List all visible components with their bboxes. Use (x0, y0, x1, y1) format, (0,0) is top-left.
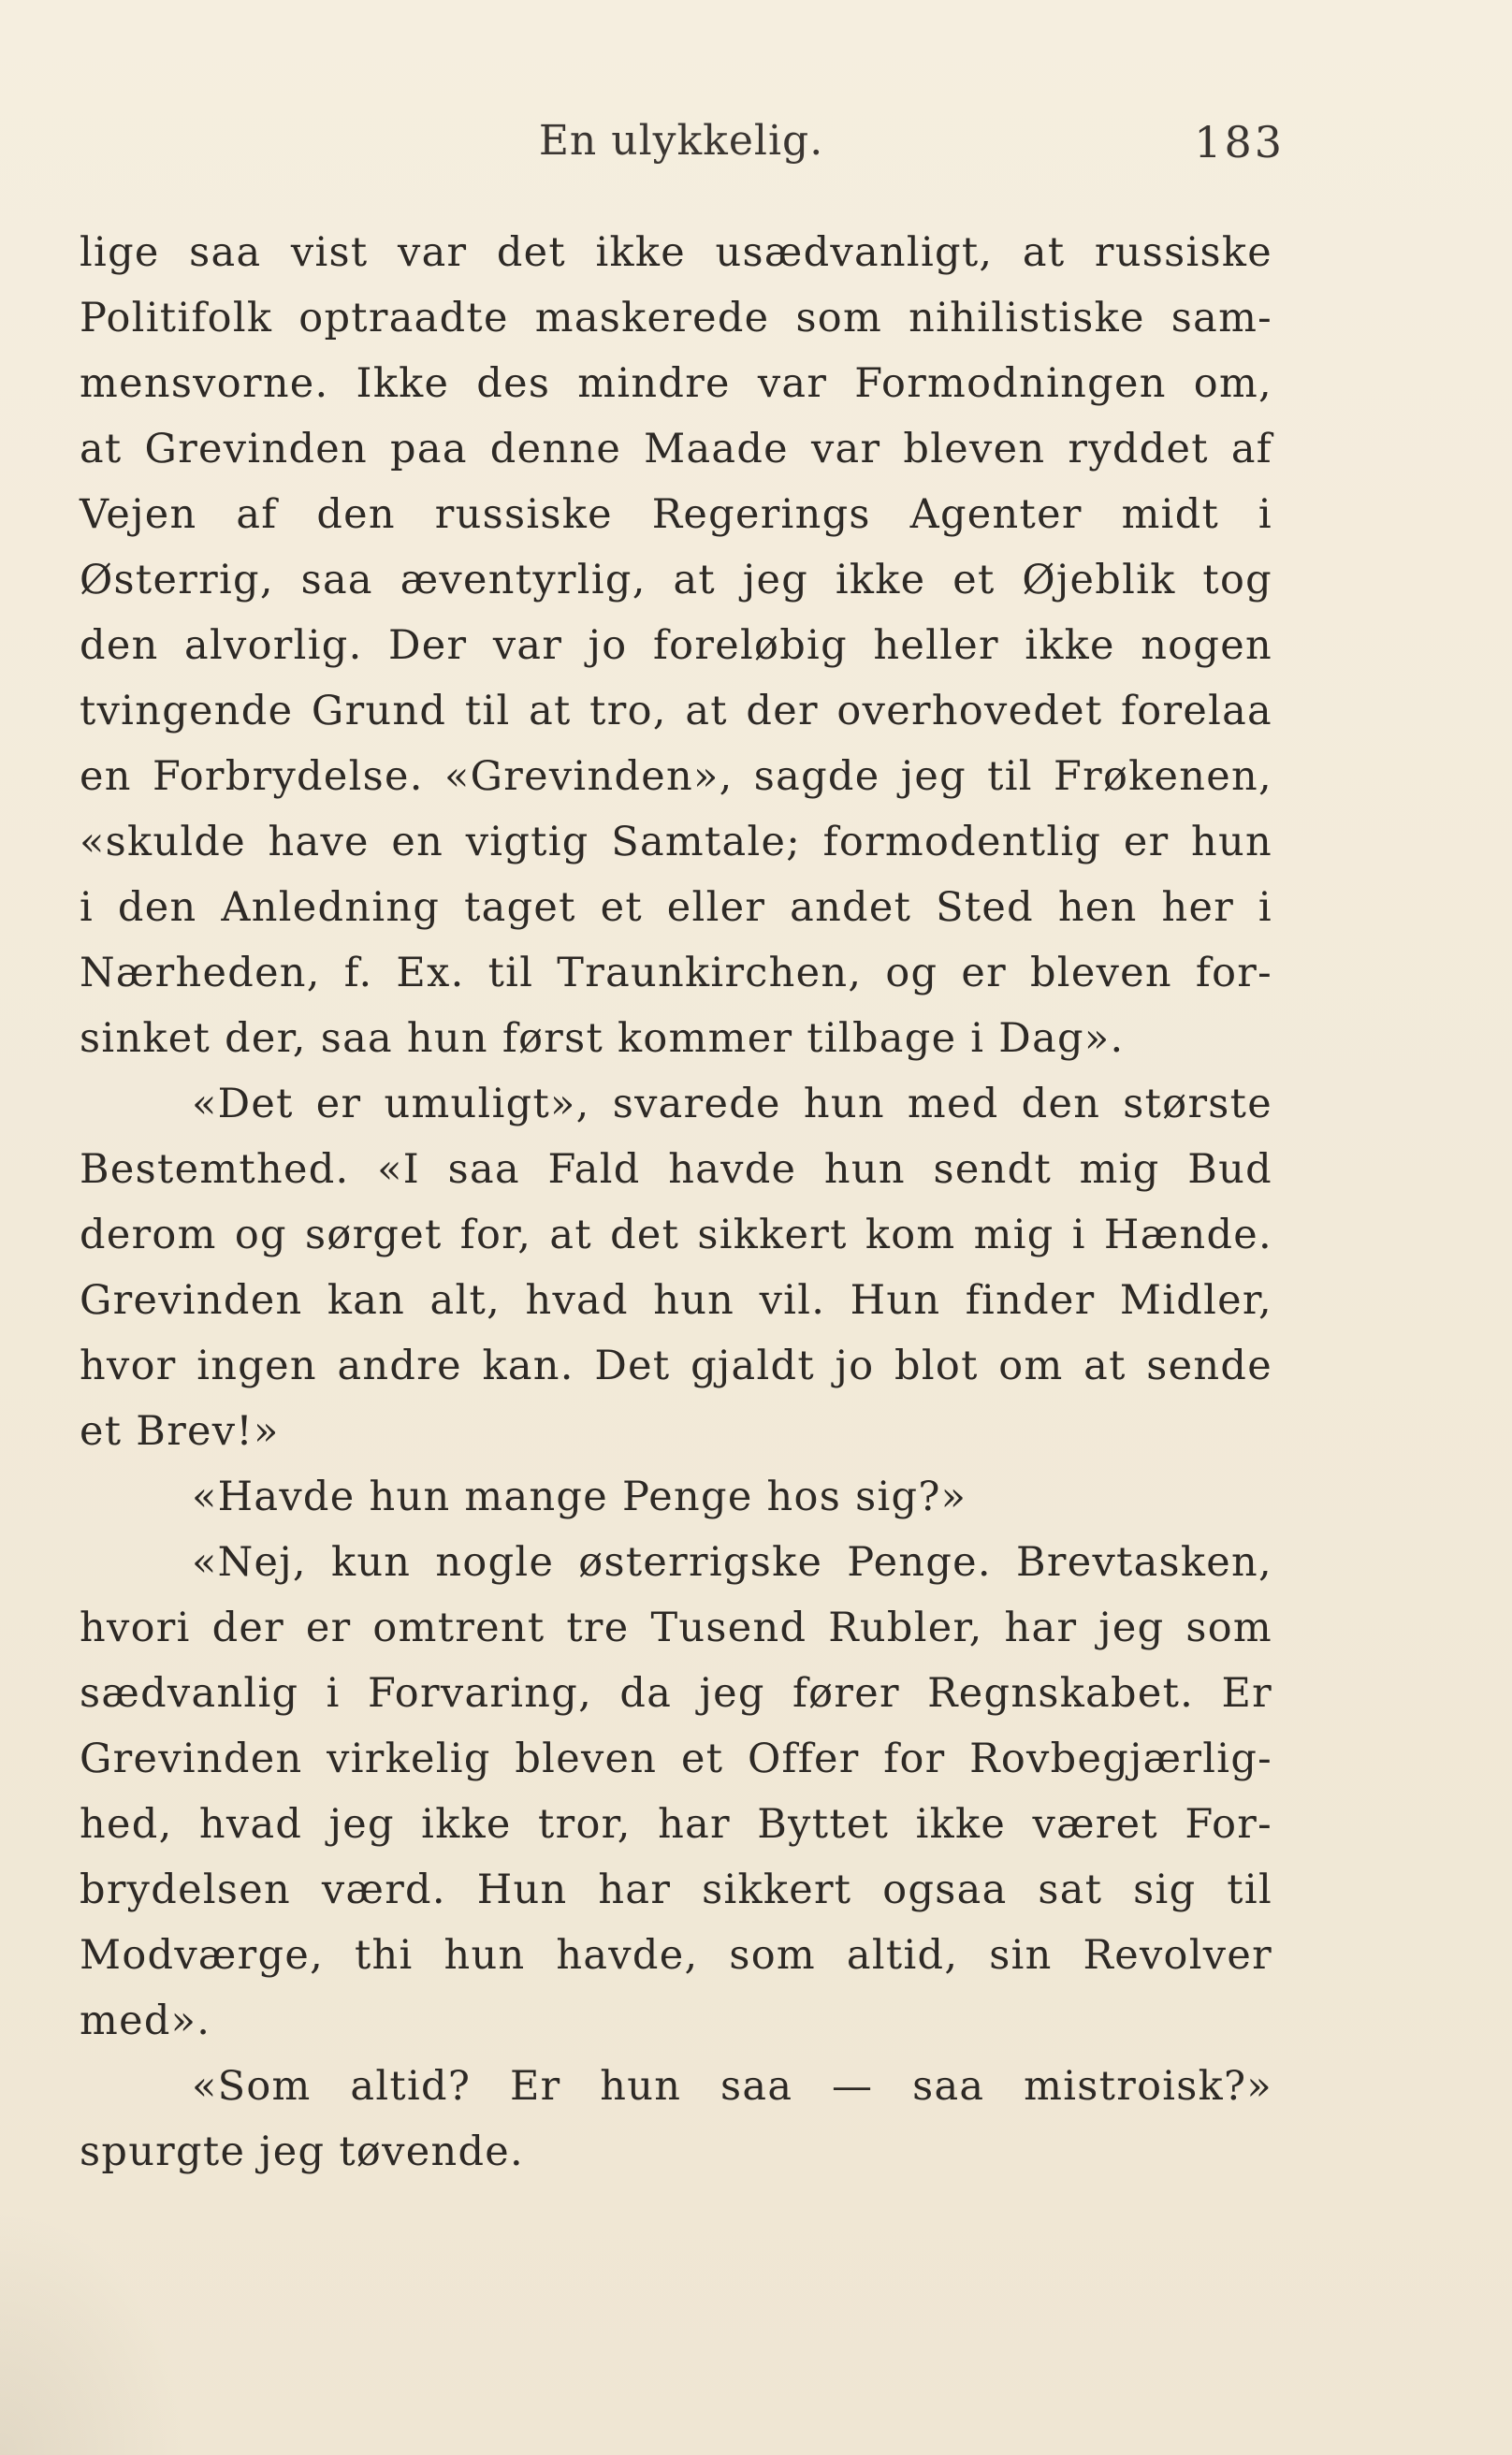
text-line: Nærheden, f. Ex. til Traunkirchen, og er bleven for- (80, 950, 1272, 996)
text-line: at Grevinden paa denne Maade var bleven ryddet af (80, 426, 1272, 472)
text-line: i den Anledning taget et eller andet Sted hen her i (80, 884, 1272, 931)
text-line: mensvorne. Ikke des mindre var Formodningen om, (80, 360, 1272, 407)
text-line: sinket der, saa hun først kommer tilbage i Dag». (80, 1015, 1125, 1062)
text-line: lige saa vist var det ikke usædvanligt, at russiske (80, 229, 1272, 276)
body-text (80, 220, 1272, 2185)
text-line: hed, hvad jeg ikke tror, har Byttet ikke været For- (80, 1801, 1272, 1848)
text-line: sædvanlig i Forvaring, da jeg fører Regnskabet. Er (80, 1670, 1272, 1717)
text-line: den alvorlig. Der var jo foreløbig heller ikke nogen (80, 622, 1272, 669)
text-line: tvingende Grund til at tro, at der overhovedet forelaa (80, 688, 1272, 734)
text-line: Modværge, thi hun havde, som altid, sin Revolver (80, 1932, 1272, 1979)
text-line: med». (80, 1997, 211, 2044)
page-header (78, 117, 1285, 173)
text-line: «skulde have en vigtig Samtale; formodentlig er hun (80, 819, 1272, 865)
text-line: Grevinden virkelig bleven et Offer for Rovbegjærlig- (80, 1736, 1272, 1782)
text-line: Bestemthed. «I saa Fald havde hun sendt mig Bud (80, 1146, 1272, 1193)
text-line: spurgte jeg tøvende. (80, 2128, 524, 2175)
text-line: Østerrig, saa æventyrlig, at jeg ikke et Øjeblik tog (80, 557, 1272, 603)
paper-stain (0, 2212, 187, 2455)
text-line: «Det er umuligt», svarede hun med den største (192, 1081, 1272, 1127)
page-number: 183 (1194, 117, 1285, 167)
text-line: Vejen af den russiske Regerings Agenter midt i (80, 491, 1272, 538)
text-line: «Havde hun mange Penge hos sig?» (192, 1474, 967, 1520)
text-line: brydelsen værd. Hun har sikkert ogsaa sat sig til (80, 1867, 1272, 1913)
text-line: Politifolk optraadte maskerede som nihilistiske sam- (80, 295, 1272, 341)
text-line: hvori der er omtrent tre Tusend Rubler, har jeg som (80, 1605, 1272, 1651)
text-line: hvor ingen andre kan. Det gjaldt jo blot om at sende (80, 1343, 1272, 1389)
text-line: derom og sørget for, at det sikkert kom mig i Hænde. (80, 1212, 1272, 1258)
text-line: «Nej, kun nogle østerrigske Penge. Brevtasken, (192, 1539, 1272, 1586)
text-line: en Forbrydelse. «Grevinden», sagde jeg til Frøkenen, (80, 753, 1272, 800)
text-line: «Som altid? Er hun saa — saa mistroisk?» (192, 2063, 1272, 2110)
text-line: Grevinden kan alt, hvad hun vil. Hun finder Midler, (80, 1277, 1272, 1324)
text-line: et Brev!» (80, 1408, 280, 1455)
running-title: En ulykkelig. (538, 117, 824, 165)
